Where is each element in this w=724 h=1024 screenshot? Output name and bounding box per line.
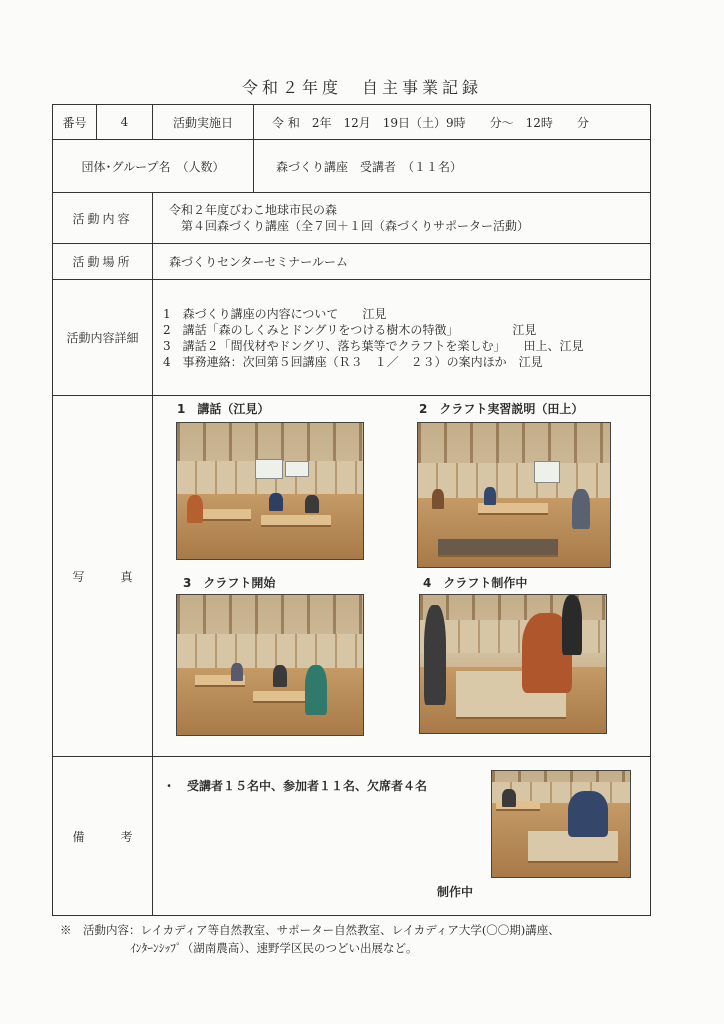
remarks-photo xyxy=(491,770,631,878)
page-title: 令和２年度 自主事業記録 xyxy=(241,78,482,97)
place-value: 森づくりセンターセミナールーム xyxy=(153,244,651,280)
remarks-label: 備 考 xyxy=(53,757,153,916)
photo-caption-4: 4 クラフト制作中 xyxy=(423,576,528,590)
detail-item: 3 講話２「間伐材やドングリ、落ち葉等でクラフトを楽しむ」 田上、江見 xyxy=(163,338,584,353)
photo-caption-1: 1 講話（江見） xyxy=(177,402,270,416)
photo-lecture xyxy=(176,422,364,560)
content-line-2: 第４回森づくり講座（全７回＋１回（森づくりサポーター活動） xyxy=(181,219,530,233)
date-value: 令 和 2年 12月 19日（土）9時 分～ 12時 分 xyxy=(254,105,651,140)
photo-caption-3: 3 クラフト開始 xyxy=(183,576,276,590)
photo-label: 写 真 xyxy=(53,396,153,757)
detail-list xyxy=(153,280,651,396)
detail-label: 活動内容詳細 xyxy=(53,280,153,396)
date-label: 活動実施日 xyxy=(153,105,254,140)
group-value: 森づくり講座 受講者 （１１名） xyxy=(254,140,651,193)
photo-craft-making xyxy=(419,594,607,734)
footnote-line-2: ｲﾝﾀｰﾝｼｯﾌﾟ（湖南農高）、速野学区民のつどい出展など。 xyxy=(130,941,418,955)
detail-item: 1 森づくり講座の内容について 江見 xyxy=(163,306,387,321)
remarks-cell xyxy=(153,757,651,916)
photo-grid xyxy=(153,396,651,757)
footnote-line-1: ※ 活動内容：レイカディア等自然教室、サポーター自然教室、レイカディア大学(〇〇期)講座、 xyxy=(60,923,560,937)
remarks-photo-caption: 制作中 xyxy=(437,885,474,899)
detail-item: 4 事務連絡：次回第５回講座（Ｒ３ １／ ２３）の案内ほか 江見 xyxy=(163,354,543,369)
photo-craft-explanation xyxy=(417,422,611,568)
photo-craft-start xyxy=(176,594,364,736)
remarks-text: ・ 受講者１５名中、参加者１１名、欠席者４名 xyxy=(163,779,428,793)
photo-caption-2: 2 クラフト実習説明（田上） xyxy=(419,402,584,416)
content-label: 活動内容 xyxy=(53,193,153,244)
place-label: 活動場所 xyxy=(53,244,153,280)
record-form xyxy=(52,104,651,916)
group-label: 団体･グループ名 （人数） xyxy=(53,140,254,193)
number-value: 4 xyxy=(97,105,153,140)
number-label: 番号 xyxy=(53,105,97,140)
detail-item: 2 講話「森のしくみとドングリをつける樹木の特徴」 江見 xyxy=(163,322,537,337)
content-line-1: 令和２年度びわこ地球市民の森 xyxy=(169,203,338,217)
content-value xyxy=(153,193,651,244)
